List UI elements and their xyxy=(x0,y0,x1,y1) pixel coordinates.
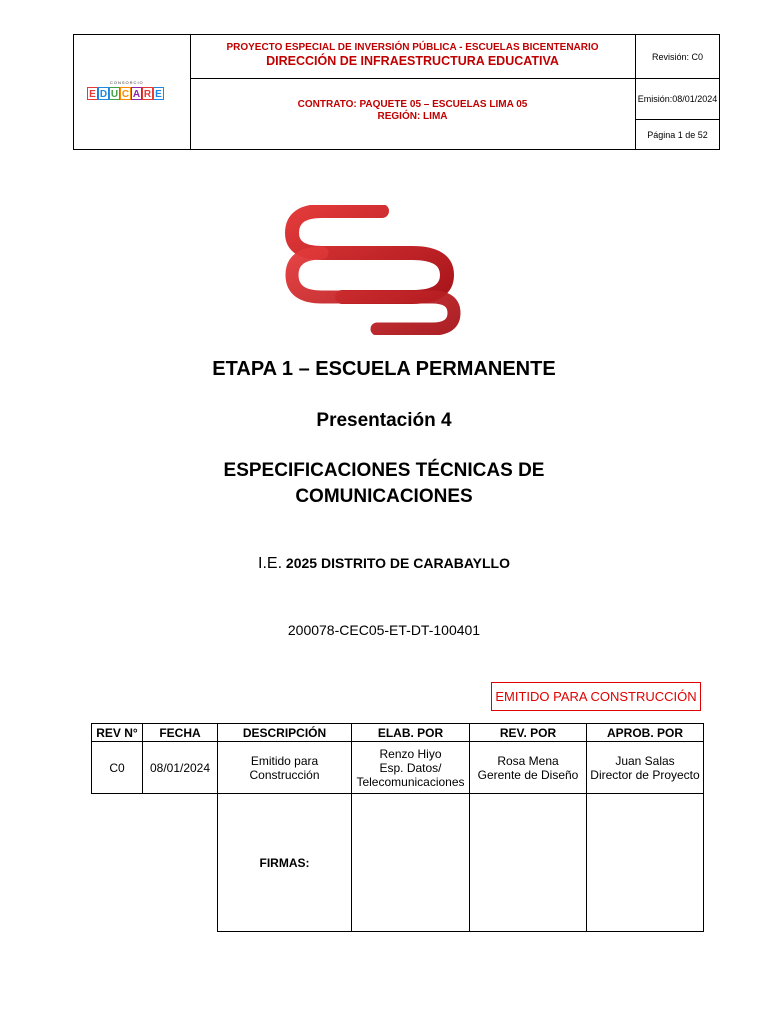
rev-cell: C0 xyxy=(92,742,143,794)
document-header xyxy=(73,34,720,150)
ie-prefix: I.E. xyxy=(258,555,283,572)
table-row xyxy=(92,742,704,794)
approver-name: Juan Salas xyxy=(615,753,675,768)
logo-letter: E xyxy=(87,87,98,100)
header-title-cell xyxy=(190,35,636,149)
table-header-row xyxy=(92,724,704,742)
spec-title-line2: COMUNICACIONES xyxy=(295,486,473,507)
elaborated-by-cell xyxy=(352,742,470,794)
spec-title-line1: ESPECIFICACIONES TÉCNICAS DE xyxy=(223,460,545,481)
date-cell: 08/01/2024 xyxy=(143,742,218,794)
approved-by-cell xyxy=(587,742,704,794)
logo-letter: C xyxy=(121,89,130,100)
header-title-block xyxy=(190,35,635,79)
logo-letter: D xyxy=(99,89,108,100)
reviewer-name: Rosa Mena xyxy=(497,753,559,768)
spec-title xyxy=(0,458,768,510)
col-header: REV. POR xyxy=(470,724,587,742)
revision-label: Revisión: C0 xyxy=(636,35,719,79)
ie-name: 2025 DISTRITO DE CARABAYLLO xyxy=(285,555,510,571)
description-cell xyxy=(218,742,352,794)
revision-table xyxy=(91,723,704,932)
educare-logo xyxy=(87,80,177,110)
reviewer-role: Gerente de Diseño xyxy=(477,767,579,782)
stacked-books-logo-icon xyxy=(282,205,482,335)
logo-letter: E xyxy=(153,87,164,100)
stage-title: ETAPA 1 – ESCUELA PERMANENTE xyxy=(212,358,556,380)
page-number: Página 1 de 52 xyxy=(647,129,708,140)
col-header: APROB. POR xyxy=(587,724,704,742)
col-header: DESCRIPCIÓN xyxy=(218,724,352,742)
signature-cell xyxy=(587,794,704,932)
school-line xyxy=(0,555,768,573)
description-line: Emitido para xyxy=(250,753,319,768)
empty-cell xyxy=(92,794,218,932)
elaborated-role: Esp. Datos/ xyxy=(379,760,442,775)
logo-letter: A xyxy=(132,89,141,100)
header-meta-cell xyxy=(636,35,719,149)
region-text: REGIÓN: LIMA xyxy=(377,111,448,122)
col-header: FECHA xyxy=(143,724,218,742)
logo-letter: R xyxy=(143,89,152,100)
status-badge: EMITIDO PARA CONSTRUCCIÓN xyxy=(491,682,701,711)
project-name: PROYECTO ESPECIAL DE INVERSIÓN PÚBLICA - ESCUELAS BICENTENARIO xyxy=(226,42,599,53)
logo-letter: U xyxy=(110,89,119,100)
elaborated-role: Telecomunicaciones xyxy=(356,774,465,789)
approver-role: Director de Proyecto xyxy=(590,767,700,782)
signature-cell xyxy=(352,794,470,932)
logo-subtext: CONSORCIO xyxy=(110,80,144,85)
contract-text: CONTRATO: PAQUETE 05 – ESCUELAS LIMA 05 xyxy=(297,99,528,110)
logo-letters xyxy=(87,87,164,100)
signature-row xyxy=(92,794,704,932)
direction-name: DIRECCIÓN DE INFRAESTRUCTURA EDUCATIVA xyxy=(266,54,559,68)
reviewed-by-cell xyxy=(470,742,587,794)
col-header: REV N° xyxy=(92,724,143,742)
signature-cell xyxy=(470,794,587,932)
document-code: 200078-CEC05-ET-DT-100401 xyxy=(287,622,481,638)
description-line: Construcción xyxy=(249,767,320,782)
header-logo-cell xyxy=(74,35,191,149)
col-header: ELAB. POR xyxy=(352,724,470,742)
header-contract-block xyxy=(190,79,635,149)
signatures-label: FIRMAS: xyxy=(218,794,352,932)
emission-date: Emisión:08/01/2024 xyxy=(636,79,719,120)
presentation-title: Presentación 4 xyxy=(316,410,452,431)
elaborated-name: Renzo Hiyo xyxy=(379,746,442,761)
